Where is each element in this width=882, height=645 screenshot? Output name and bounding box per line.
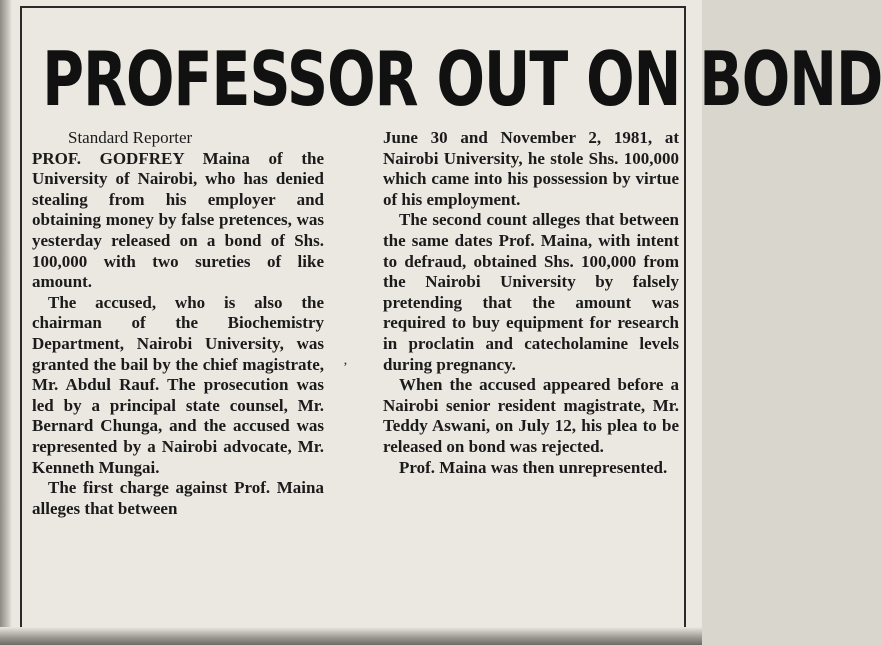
article-column-left: [32, 128, 324, 519]
paragraph-lead: [32, 149, 324, 293]
paragraph-plea: When the accused appeared before a Nairobi senior resident magistrate, Mr. Teddy Aswani, on July 12, his plea to be released on bond was rejected.: [383, 375, 679, 456]
page-edge-shadow: [0, 0, 12, 645]
article-column-right: [383, 128, 679, 478]
paragraph-first-charge: The first charge against Prof. Maina alleges that between: [32, 478, 324, 518]
paragraph-unrepresented: Prof. Maina was then unrepresented.: [399, 457, 668, 477]
paragraph-lead-text: Maina of the University of Nairobi, who has denied stealing from his employer and obtaining money by false pretences, was yesterday released on a bond of Shs. 100,000 with two sureties of like amount.: [32, 148, 324, 292]
lead-name: PROF. GODFREY: [32, 148, 184, 168]
paragraph-second-count: The second count alleges that between the same dates Prof. Maina, with intent to defraud, obtained Shs. 100,000 from the Nairobi University by falsely pretending that the amount was required to buy equipment for research in proclatin and catecholamine levels during pregnancy.: [383, 210, 679, 374]
byline: Standard Reporter: [68, 128, 193, 147]
print-speck: ‚: [343, 353, 348, 368]
paragraph-continued: June 30 and November 2, 1981, at Nairobi University, he stole Shs. 100,000 which came into his possession by virtue of his employment.: [383, 128, 679, 209]
headline: PROFESSOR OUT ON BOND: [42, 36, 882, 124]
page-bottom-shadow: [0, 627, 702, 645]
paragraph-bail: The accused, who is also the chairman of the Biochemistry Department, Nairobi University, was granted the bail by the chief magistrate, Mr. Abdul Rauf. The prosecution was led by a principal state counsel, Mr. Bernard Chunga, and the accused was represented by a Nairobi advocate, Mr. Kenneth Mungai.: [32, 292, 324, 477]
